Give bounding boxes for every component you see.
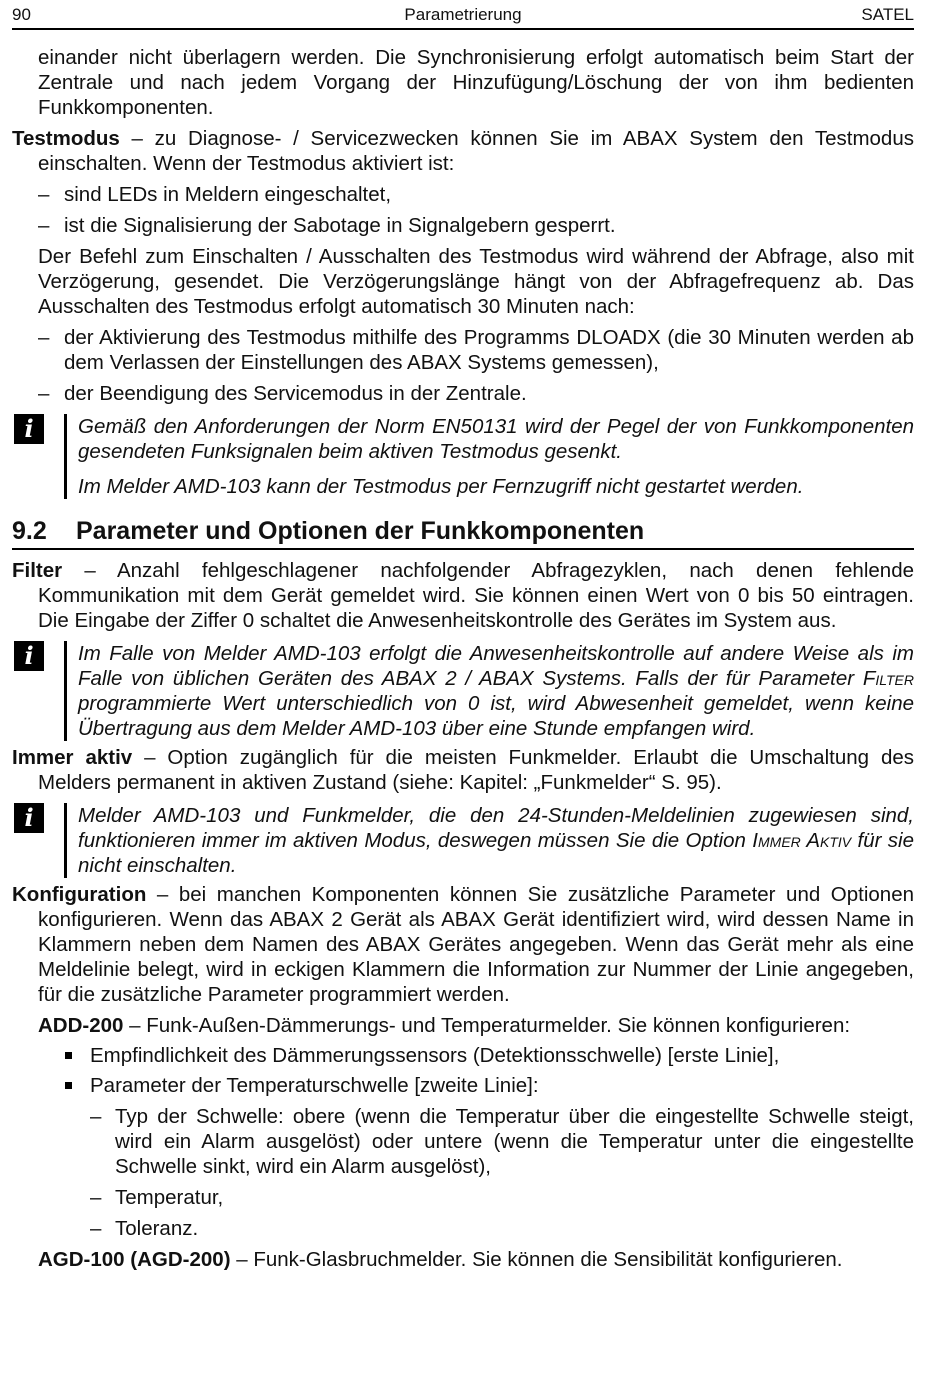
page-header (12, 0, 914, 30)
list-item: – Temperatur, (90, 1186, 224, 1209)
testmodus-paragraph (12, 126, 914, 176)
page-number: 90 (12, 5, 31, 24)
add200-paragraph: ADD-200 – Funk-Außen-Dämmerungs- und Temperaturmelder. Sie können konfigurieren: (38, 1014, 851, 1037)
page-body (12, 45, 914, 1272)
list-item: – sind LEDs in Meldern eingeschaltet, (38, 183, 392, 206)
filter-term: Filter (12, 559, 63, 582)
immer-aktiv-term: Immer aktiv (12, 746, 133, 769)
list-item: Empfindlichkeit des Dämmerungssensors (Detektionsschwelle) [erste Linie], (12, 1043, 914, 1068)
testmodus-text: – zu Diagnose- / Servicezwecken können Sie im ABAX System den Testmodus einschalten. Wenn der Testmodus aktiviert ist: (38, 127, 914, 175)
list-item: – der Aktivierung des Testmodus mithilfe des Programms DLOADX (die 30 Minuten werden ab dem Verlassen der Einstellungen des ABAX Systems gemessen), (38, 326, 914, 374)
list-item: – der Beendigung des Servicemodus in der Zentrale. (38, 382, 527, 405)
note-text: Gemäß den Anforderungen der Norm EN50131 wird der Pegel der von Funkkomponenten gesendeten Funksignalen beim aktiven Testmodus gesenkt. (78, 415, 914, 463)
list-item: – ist die Signalisierung der Sabotage in Signalgebern gesperrt. (38, 214, 616, 237)
list-item: – Toleranz. (90, 1217, 199, 1240)
note-text: Im Melder AMD-103 kann der Testmodus per Fernzugriff nicht gestartet werden. (78, 475, 804, 498)
running-section-title: Parametrierung (404, 5, 522, 24)
note-text: Im Falle von Melder AMD-103 erfolgt die Anwesenheitskontrolle auf andere Weise als im Falle von üblichen Geräten des ABAX 2 / ABAX Systems. Falls der für Parameter Filter programmierte Wert unterschiedlich von 0 ist, wird Abwesenheit gemeldet, wenn keine Übertragung aus dem Melder AMD-103 über eine Stunde empfangen wird. (78, 642, 914, 740)
list-item: Parameter der Temperaturschwelle [zweite Linie]: (12, 1073, 914, 1098)
agd-paragraph: AGD-100 (AGD-200) – Funk-Glasbruchmelder. Sie können die Sensibilität konfigurieren. (38, 1248, 843, 1271)
konfiguration-term: Konfiguration (12, 883, 147, 906)
immer-aktiv-paragraph: Immer aktiv – Option zugänglich für die meisten Funkmelder. Erlaubt die Umschaltung des Melders permanent in aktiven Zustand (siehe: Kapitel: „Funkmelder“ S. 95). (12, 746, 915, 794)
info-icon: i (14, 414, 44, 444)
note-text: Melder AMD-103 und Funkmelder, die den 24-Stunden-Meldelinien zugewiesen sind, funktionieren immer im aktiven Modus, deswegen müssen Sie die Option Immer Aktiv für sie nicht einschalten. (78, 804, 914, 877)
note-divider (64, 803, 67, 878)
intro-continuation: einander nicht überlagern werden. Die Synchronisierung erfolgt automatisch beim Start der Zentrale und nach jedem Vorgang der Hinzufügung/Löschung der von ihm bedienten Funkkomponenten. (38, 46, 914, 119)
filter-paragraph: Filter – Anzahl fehlgeschlagener nachfolgender Abfragezyklen, nach denen fehlende Kommunikation mit dem Gerät gemeldet wird. Sie können einen Wert von 0 bis 50 eintragen. Die Eingabe der Ziffer 0 schaltet die Anwesenheitskontrolle des Gerätes im System aus. (12, 559, 914, 632)
konfiguration-paragraph: Konfiguration – bei manchen Komponenten können Sie zusätzliche Parameter und Optionen konfigurieren. Wenn das ABAX 2 Gerät als ABAX Gerät identifiziert wird, wird dessen Name in Klammern neben dem Namen des ABAX Gerätes angegeben. Wenn das Gerät mehr als eine Meldelinie belegt, wird in eckigen Klammern die Information zur Nummer der Linie angegeben, für die zusätzliche Parameter programmiert werden. (12, 883, 914, 1006)
bullet-marker (65, 1082, 72, 1089)
testmodus-paragraph-2: Der Befehl zum Einschalten / Ausschalten des Testmodus wird während der Abfrage, also mit Verzögerung, gesendet. Die Verzögerungslänge hängt von der Abfragefrequenz ab. Das Ausschalten des Testmodus erfolgt automatisch 30 Minuten nach: (38, 245, 914, 318)
note-divider (64, 641, 67, 741)
bullet-marker (65, 1052, 72, 1059)
list-item: – Typ der Schwelle: obere (wenn die Temperatur über die eingestellte Schwelle steigt, wird ein Alarm ausgelöst) oder untere (wenn die Temperatur unter die eingestellte Schwelle sinkt, wird ein Alarm ausgelöst), (90, 1105, 914, 1178)
section-title: Parameter und Optionen der Funkkomponenten (76, 517, 645, 545)
brand-name: SATEL (861, 5, 914, 24)
section-number: 9.2 (12, 517, 47, 545)
section-heading (12, 519, 914, 550)
info-note (12, 803, 914, 878)
info-note (12, 414, 914, 499)
document-page (12, 0, 914, 1272)
info-icon: i (14, 803, 44, 833)
info-icon: i (14, 641, 44, 671)
info-note (12, 641, 914, 741)
testmodus-term: Testmodus (12, 127, 120, 150)
note-divider (64, 414, 67, 499)
